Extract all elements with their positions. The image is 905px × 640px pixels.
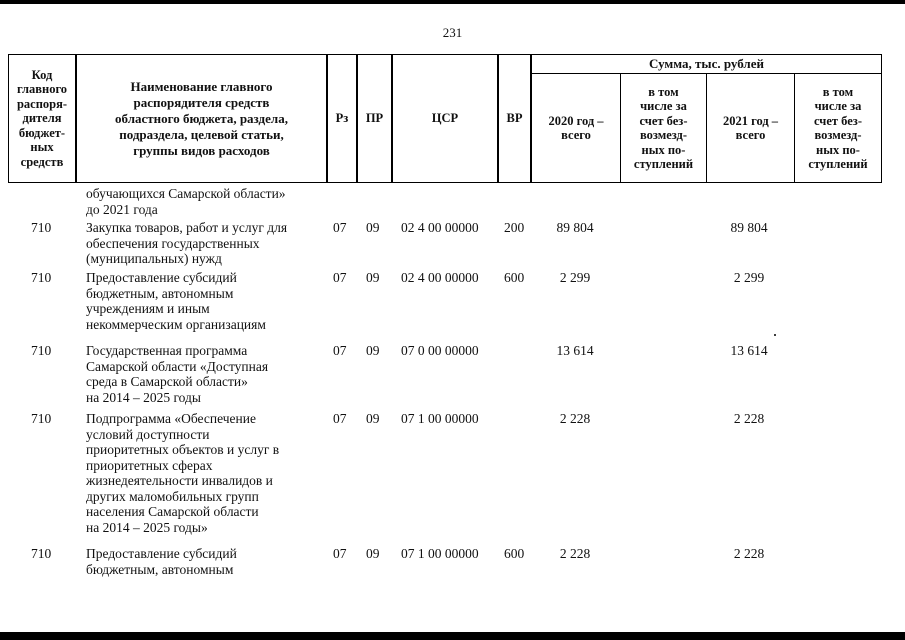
row-sum-2020: 89 804	[556, 220, 594, 235]
row-name: Государственная программа Самарской области «Доступная среда в Самарской области» на 2014 – 2025 годы	[86, 343, 269, 405]
row-name: Закупка товаров, работ и услуг для обеспечения государственных (муниципальных) нужд	[86, 220, 288, 266]
row-sum-2021: 2 228	[733, 546, 765, 561]
header-2021-total: 2021 год – всего	[706, 73, 795, 183]
row-vr: 600	[504, 270, 525, 285]
row-sum-2020: 2 228	[559, 546, 591, 561]
row-pr: 09	[366, 546, 380, 561]
header-vr: ВР	[498, 54, 531, 183]
header-2021-grants: в том числе за счет без- возмезд- ных по- ступлений	[794, 73, 882, 183]
header-csr: ЦСР	[392, 54, 498, 183]
row-pr: 09	[366, 270, 380, 285]
row-csr: 07 1 00 00000	[401, 411, 479, 426]
header-pr: ПР	[357, 54, 392, 183]
bottom-scan-border	[0, 632, 905, 640]
header-2020-total: 2020 год – всего	[531, 73, 621, 183]
row-pr: 09	[366, 411, 380, 426]
row-code: 710	[31, 411, 52, 426]
row-sum-2021: 89 804	[730, 220, 768, 235]
header-rz: Рз	[327, 54, 357, 183]
row-rz: 07	[333, 411, 347, 426]
row-sum-2021: 2 299	[733, 270, 765, 285]
row-csr: 07 0 00 00000	[401, 343, 479, 358]
scan-speck	[774, 334, 776, 336]
row-sum-2020: 13 614	[556, 343, 594, 358]
row-rz: 07	[333, 343, 347, 358]
header-code: Код главного распоря- дителя бюджет- ных средств	[8, 54, 76, 183]
page-number: 231	[442, 25, 463, 40]
row-sum-2021: 13 614	[730, 343, 768, 358]
row-csr: 02 4 00 00000	[401, 270, 479, 285]
row-sum-2020: 2 228	[559, 411, 591, 426]
row-name: Подпрограмма «Обеспечение условий доступности приоритетных объектов и услуг в приоритетных сферах жизнедеятельности инвалидов и других маломобильных групп населения Самарской области на 2014 – 2025 годы»	[86, 411, 280, 535]
row-pr: 09	[366, 343, 380, 358]
row-code: 710	[31, 220, 52, 235]
row-code: 710	[31, 270, 52, 285]
row-vr: 200	[504, 220, 525, 235]
row-rz: 07	[333, 270, 347, 285]
row-csr: 02 4 00 00000	[401, 220, 479, 235]
row-sum-2020: 2 299	[559, 270, 591, 285]
row-rz: 07	[333, 220, 347, 235]
header-sum: Сумма, тыс. рублей	[531, 54, 882, 74]
row-name: обучающихся Самарской области» до 2021 года	[86, 186, 286, 217]
row-csr: 07 1 00 00000	[401, 546, 479, 561]
row-code: 710	[31, 546, 52, 561]
row-rz: 07	[333, 546, 347, 561]
header-2020-grants: в том числе за счет без- возмезд- ных по- ступлений	[620, 73, 707, 183]
row-name: Предоставление субсидий бюджетным, автономным учреждениям и иным некоммерческим организациям	[86, 270, 266, 332]
row-vr: 600	[504, 546, 525, 561]
row-pr: 09	[366, 220, 380, 235]
header-name: Наименование главного распорядителя средств областного бюджета, раздела, подраздела, целевой статьи, группы видов расходов	[76, 54, 327, 183]
row-name: Предоставление субсидий бюджетным, автономным	[86, 546, 237, 577]
row-code: 710	[31, 343, 52, 358]
top-scan-border	[0, 0, 905, 4]
row-sum-2021: 2 228	[733, 411, 765, 426]
